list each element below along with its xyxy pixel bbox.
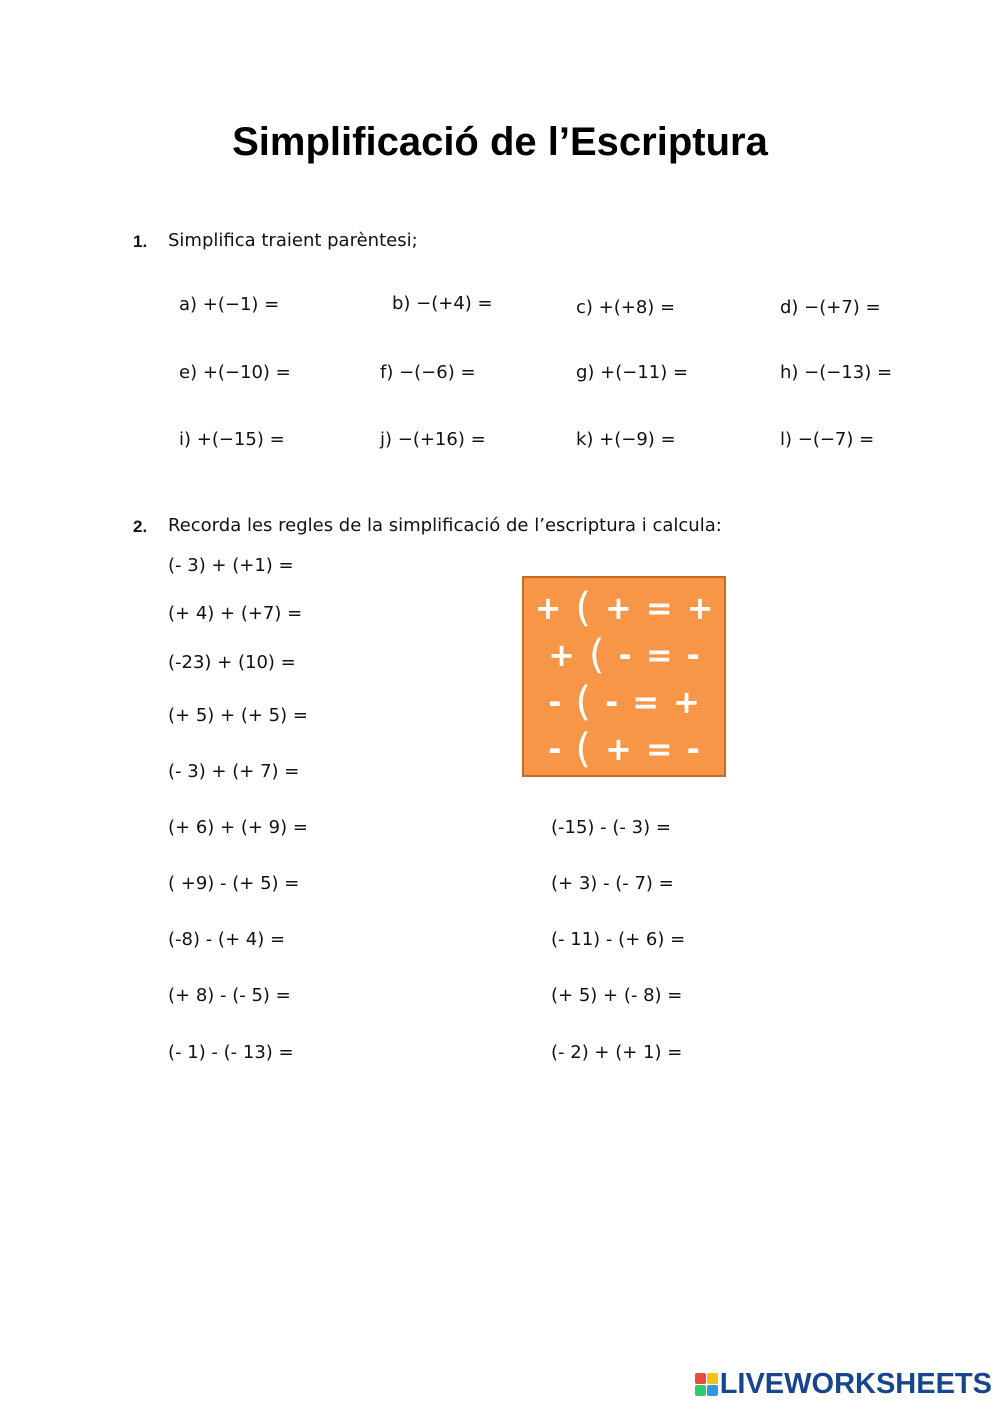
sign-rule-row xyxy=(524,725,724,772)
exercise-2-left-9: (+ 8) - (- 5) = xyxy=(168,985,291,1006)
rule-parenthesis: ( xyxy=(575,678,605,725)
exercise-1b: b) −(+4) = xyxy=(392,293,493,314)
question-1-instruction: Simplifica traient parèntesi; xyxy=(168,230,418,251)
exercise-2-right-1: (-15) - (- 3) = xyxy=(551,817,671,838)
sign-rule-row xyxy=(524,584,728,631)
rule-sign: + xyxy=(605,588,646,627)
question-2-number: 2. xyxy=(133,517,148,536)
exercise-1k: k) +(−9) = xyxy=(576,429,676,450)
exercise-2-left-10: (- 1) - (- 13) = xyxy=(168,1042,294,1063)
rule-parenthesis: ( xyxy=(575,584,605,631)
rule-sign: - xyxy=(548,729,576,768)
rule-result: + xyxy=(686,588,728,627)
exercise-2-right-3: (- 11) - (+ 6) = xyxy=(551,929,686,950)
sign-rule-row xyxy=(524,631,724,678)
rule-equals: = xyxy=(645,729,687,768)
exercise-2-right-2: (+ 3) - (- 7) = xyxy=(551,873,674,894)
exercise-1a: a) +(−1) = xyxy=(179,294,280,315)
exercise-2-right-4: (+ 5) + (- 8) = xyxy=(551,985,683,1006)
worksheet-title: Simplificació de l’Escriptura xyxy=(232,120,768,164)
rule-result: - xyxy=(686,729,714,768)
liveworksheets-logo-icon xyxy=(695,1373,718,1396)
exercise-2-left-6: (+ 6) + (+ 9) = xyxy=(168,817,308,838)
exercise-2-left-8: (-8) - (+ 4) = xyxy=(168,929,286,950)
exercise-1i: i) +(−15) = xyxy=(179,429,285,450)
exercise-1e: e) +(−10) = xyxy=(179,362,291,383)
exercise-1l: l) −(−7) = xyxy=(780,429,875,450)
rule-equals: = xyxy=(645,588,687,627)
exercise-2-left-5: (- 3) + (+ 7) = xyxy=(168,761,300,782)
liveworksheets-logo xyxy=(695,1368,992,1401)
rule-equals: = xyxy=(632,682,674,721)
exercise-1g: g) +(−11) = xyxy=(576,362,689,383)
exercise-2-left-3: (-23) + (10) = xyxy=(168,652,296,673)
rule-sign: + xyxy=(604,729,646,768)
exercise-1h: h) −(−13) = xyxy=(780,362,893,383)
rule-parenthesis: ( xyxy=(575,725,605,772)
question-2-instruction: Recorda les regles de la simplificació de l’escriptura i calcula: xyxy=(168,515,722,536)
rule-result: - xyxy=(686,635,714,674)
exercise-2-left-1: (- 3) + (+1) = xyxy=(168,555,294,576)
exercise-2-left-2: (+ 4) + (+7) = xyxy=(168,603,303,624)
exercise-2-left-4: (+ 5) + (+ 5) = xyxy=(168,705,308,726)
exercise-1c: c) +(+8) = xyxy=(576,297,676,318)
rule-sign: + xyxy=(548,635,589,674)
rule-sign: + xyxy=(534,588,576,627)
exercise-1j: j) −(+16) = xyxy=(380,429,486,450)
rule-result: + xyxy=(673,682,714,721)
rule-sign: - xyxy=(548,682,576,721)
rule-sign: - xyxy=(618,635,646,674)
exercise-1d: d) −(+7) = xyxy=(780,297,881,318)
sign-rules-box xyxy=(522,576,726,777)
exercise-2-left-7: ( +9) - (+ 5) = xyxy=(168,873,300,894)
rule-equals: = xyxy=(645,635,687,674)
exercise-1f: f) −(−6) = xyxy=(380,362,476,383)
rule-sign: - xyxy=(604,682,633,721)
sign-rule-row xyxy=(524,678,724,725)
rule-parenthesis: ( xyxy=(588,631,619,678)
liveworksheets-logo-text: LIVEWORKSHEETS xyxy=(719,1368,992,1400)
exercise-2-right-5: (- 2) + (+ 1) = xyxy=(551,1042,683,1063)
question-1-number: 1. xyxy=(133,232,148,251)
